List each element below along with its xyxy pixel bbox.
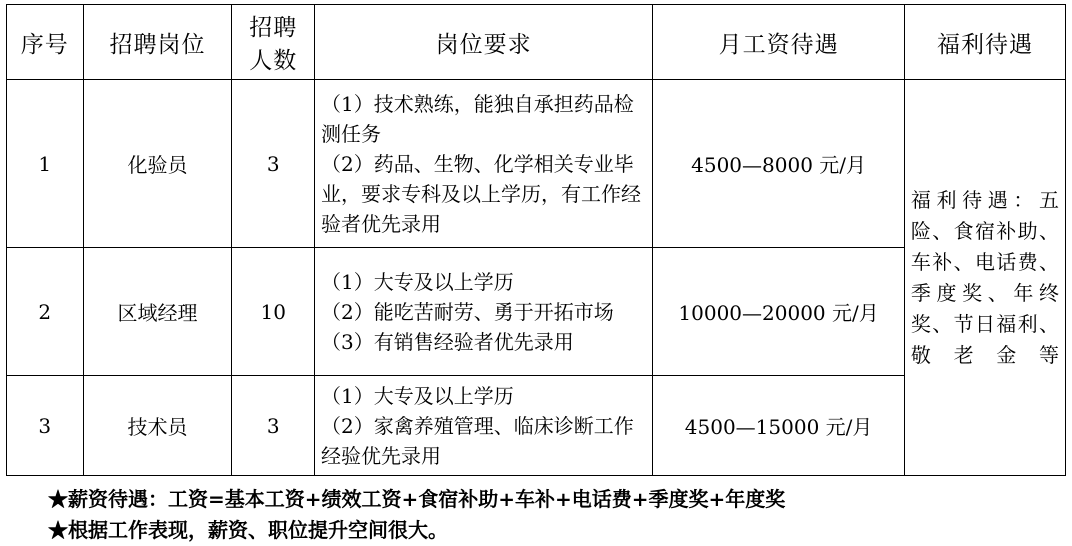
cell-post: 技术员 xyxy=(83,376,232,476)
table-row xyxy=(7,80,1066,248)
column-header-count-line2: 人数 xyxy=(249,48,298,74)
cell-requirements xyxy=(315,80,653,248)
table-header xyxy=(7,5,1066,80)
cell-count: 3 xyxy=(232,376,315,476)
column-header-count-line1: 招聘 xyxy=(249,15,298,41)
cell-salary: 4500—8000 元/月 xyxy=(653,80,905,248)
requirement-line: （1）技术熟练，能独自承担药品检测任务 xyxy=(321,91,634,146)
cell-no: 1 xyxy=(7,80,84,248)
table-header-row xyxy=(7,5,1066,80)
cell-post: 区域经理 xyxy=(83,248,232,376)
footnote-promotion: ★根据工作表现，薪资、职位提升空间很大。 xyxy=(48,518,448,542)
cell-count: 3 xyxy=(232,80,315,248)
cell-welfare: 福利待遇：五险、食宿补助、车补、电话费、季度奖、年终奖、节日福利、敬老金等 xyxy=(904,80,1065,476)
requirement-line: （2）能吃苦耐劳、勇于开拓市场 xyxy=(321,299,614,324)
cell-salary: 10000—20000 元/月 xyxy=(653,248,905,376)
cell-no: 3 xyxy=(7,376,84,476)
table-body xyxy=(7,80,1066,476)
requirement-line: （1）大专及以上学历 xyxy=(321,383,514,408)
cell-post: 化验员 xyxy=(83,80,232,248)
requirement-line: （2）家禽养殖管理、临床诊断工作经验优先录用 xyxy=(321,413,634,468)
column-header-no: 序号 xyxy=(7,5,84,80)
column-header-post: 招聘岗位 xyxy=(83,5,232,80)
column-header-requirements: 岗位要求 xyxy=(315,5,653,80)
cell-salary: 4500—15000 元/月 xyxy=(653,376,905,476)
requirement-line: （1）大专及以上学历 xyxy=(321,269,514,294)
recruitment-table xyxy=(6,4,1066,476)
cell-requirements xyxy=(315,376,653,476)
footnotes xyxy=(6,484,1066,546)
footnote-salary-formula: ★薪资待遇：工资=基本工资+绩效工资+食宿补助+车补+电话费+季度奖+年度奖 xyxy=(48,487,786,511)
cell-count: 10 xyxy=(232,248,315,376)
column-header-count xyxy=(232,5,315,80)
requirement-line: （2）药品、生物、化学相关专业毕业，要求专科及以上学历，有工作经验者优先录用 xyxy=(321,151,642,236)
requirement-line: （3）有销售经验者优先录用 xyxy=(321,329,574,354)
cell-no: 2 xyxy=(7,248,84,376)
column-header-salary: 月工资待遇 xyxy=(653,5,905,80)
cell-requirements xyxy=(315,248,653,376)
column-header-welfare: 福利待遇 xyxy=(904,5,1065,80)
